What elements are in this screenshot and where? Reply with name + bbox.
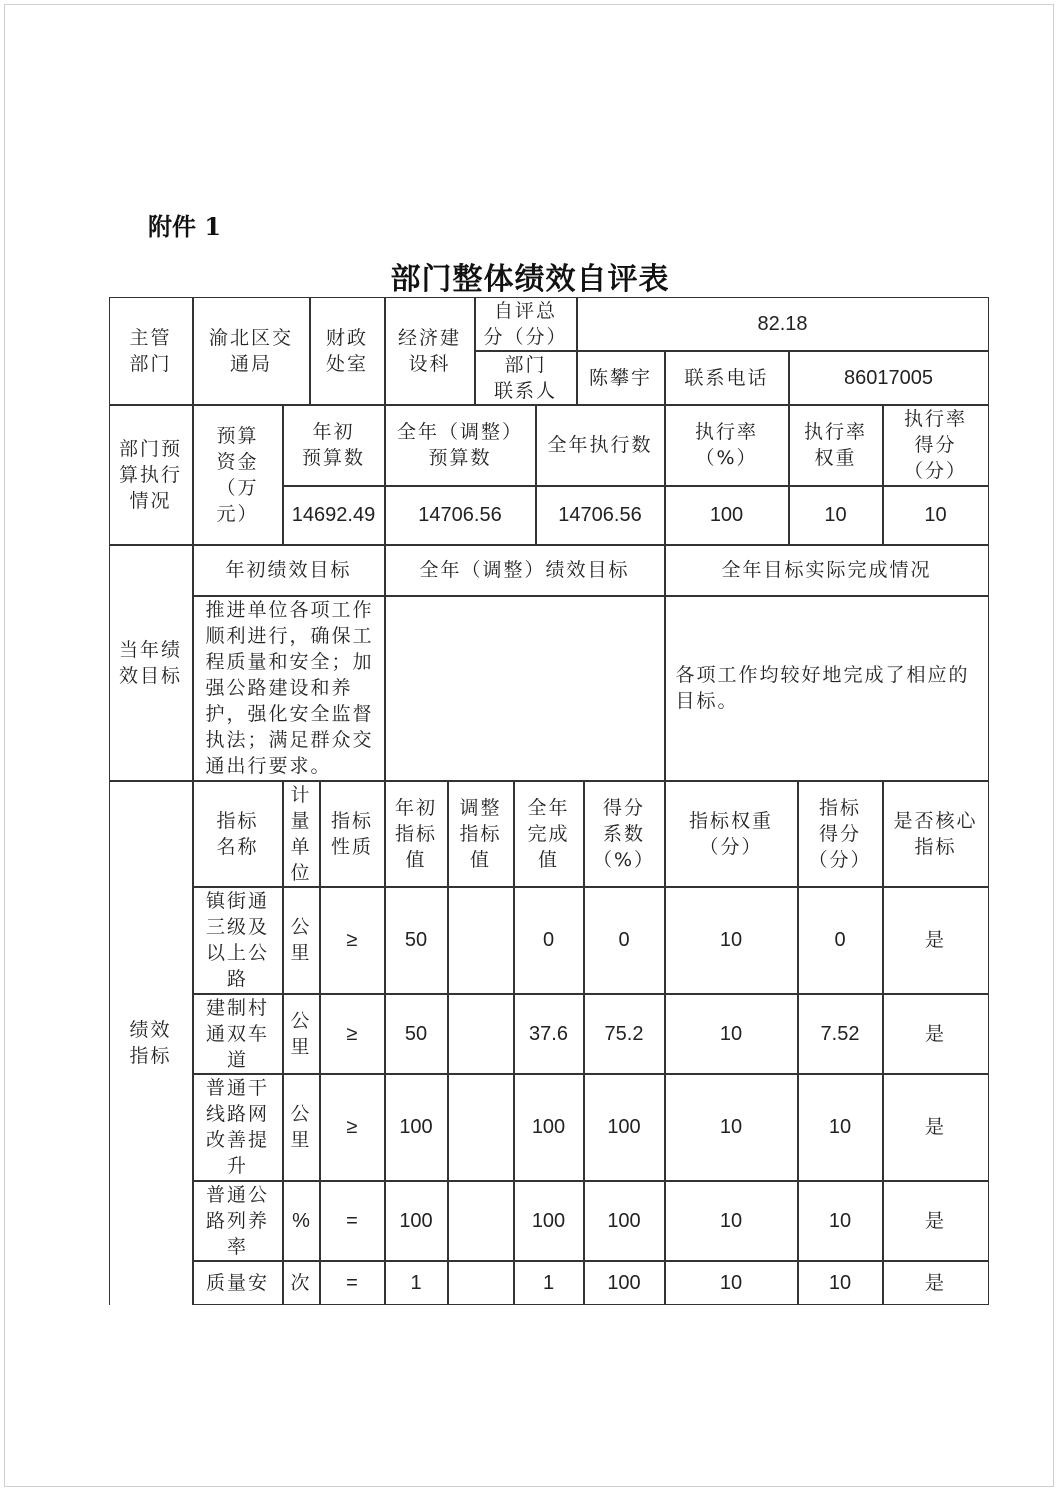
ind-row-completed: 1 [514, 1261, 584, 1305]
ind-row-coef: 0 [584, 887, 665, 994]
ind-row-nature: ≥ [320, 887, 385, 994]
goals-header-adjusted: 全年（调整）绩效目标 [385, 545, 665, 596]
finance-label-cell: 财政 处室 [310, 297, 385, 405]
ind-row-weight: 10 [665, 887, 798, 994]
ind-header-initial: 年初 指标 值 [385, 781, 448, 887]
phone-value-cell: 86017005 [789, 351, 989, 405]
ind-row-nature: = [320, 1181, 385, 1261]
score-label-cell: 自评总 分（分） [475, 297, 577, 351]
goals-header-actual: 全年目标实际完成情况 [665, 545, 989, 596]
ind-header-name: 指标 名称 [193, 781, 283, 887]
ind-row-adjusted [448, 1181, 514, 1261]
ind-row-unit: 次 [283, 1261, 320, 1305]
budget-fund-label: 预算 资金 （万 元） [193, 405, 283, 545]
budget-section-label: 部门预 算执行 情况 [109, 405, 193, 545]
ind-row-score: 7.52 [798, 994, 883, 1074]
budget-header-rate: 执行率 （%） [665, 405, 789, 486]
ind-row-adjusted [448, 1261, 514, 1305]
ind-row-unit: % [283, 1181, 320, 1261]
ind-row-adjusted [448, 1074, 514, 1181]
ind-row-coef: 100 [584, 1181, 665, 1261]
ind-row-name: 普通干 线路网 改善提 升 [193, 1074, 283, 1181]
budget-value-executed: 14706.56 [536, 486, 665, 545]
ind-row-initial: 100 [385, 1181, 448, 1261]
ind-row-unit: 公 里 [283, 994, 320, 1074]
ind-row-coef: 100 [584, 1261, 665, 1305]
ind-row-adjusted [448, 887, 514, 994]
budget-header-adjusted: 全年（调整） 预算数 [385, 405, 536, 486]
goals-header-initial: 年初绩效目标 [193, 545, 385, 596]
ind-row-score: 10 [798, 1181, 883, 1261]
ind-header-unit: 计 量 单 位 [283, 781, 320, 887]
budget-value-rate: 100 [665, 486, 789, 545]
ind-row-coef: 100 [584, 1074, 665, 1181]
score-value-cell: 82.18 [577, 297, 989, 351]
ind-row-initial: 100 [385, 1074, 448, 1181]
ind-row-initial: 50 [385, 887, 448, 994]
ind-header-completed: 全年 完成 值 [514, 781, 584, 887]
ind-header-score: 指标 得分 （分） [798, 781, 883, 887]
ind-header-core: 是否核心 指标 [883, 781, 989, 887]
finance-value-cell: 经济建 设科 [385, 297, 475, 405]
ind-row-name: 普通公 路列养 率 [193, 1181, 283, 1261]
ind-header-adjusted: 调整 指标 值 [448, 781, 514, 887]
ind-header-weight: 指标权重 （分） [665, 781, 798, 887]
dept-value-cell: 渝北区交 通局 [193, 297, 310, 405]
ind-row-score: 10 [798, 1261, 883, 1305]
budget-value-score: 10 [883, 486, 989, 545]
ind-row-unit: 公 里 [283, 1074, 320, 1181]
ind-row-core: 是 [883, 1074, 989, 1181]
contact-value-cell: 陈攀宇 [577, 351, 665, 405]
ind-row-weight: 10 [665, 994, 798, 1074]
ind-row-nature: = [320, 1261, 385, 1305]
ind-row-name: 质量安 [193, 1261, 283, 1305]
ind-row-completed: 100 [514, 1181, 584, 1261]
ind-row-completed: 37.6 [514, 994, 584, 1074]
goals-initial-text: 推进单位各项工作顺利进行，确保工程质量和安全；加强公路建设和养护，强化安全监督执法；满足群众交通出行要求。 [193, 596, 385, 781]
ind-row-weight: 10 [665, 1261, 798, 1305]
budget-header-score: 执行率 得分 （分） [883, 405, 989, 486]
budget-header-initial: 年初 预算数 [283, 405, 385, 486]
ind-row-coef: 75.2 [584, 994, 665, 1074]
ind-row-adjusted [448, 994, 514, 1074]
contact-label-cell: 部门 联系人 [475, 351, 577, 405]
budget-value-initial: 14692.49 [283, 486, 385, 545]
ind-header-nature: 指标 性质 [320, 781, 385, 887]
budget-header-executed: 全年执行数 [536, 405, 665, 486]
attachment-label: 附件 1 [148, 212, 222, 241]
budget-value-weight: 10 [789, 486, 883, 545]
ind-row-nature: ≥ [320, 1074, 385, 1181]
goals-actual-text: 各项工作均较好地完成了相应的目标。 [665, 596, 989, 781]
ind-row-initial: 50 [385, 994, 448, 1074]
phone-label-cell: 联系电话 [665, 351, 789, 405]
ind-row-name: 建制村 通双车 道 [193, 994, 283, 1074]
ind-row-name: 镇街通 三级及 以上公 路 [193, 887, 283, 994]
ind-row-weight: 10 [665, 1181, 798, 1261]
ind-row-weight: 10 [665, 1074, 798, 1181]
indicators-section-label: 绩效 指标 [109, 781, 193, 1305]
ind-row-completed: 100 [514, 1074, 584, 1181]
ind-row-core: 是 [883, 1261, 989, 1305]
budget-header-weight: 执行率 权重 [789, 405, 883, 486]
dept-label-cell: 主管 部门 [109, 297, 193, 405]
ind-row-core: 是 [883, 994, 989, 1074]
ind-row-core: 是 [883, 887, 989, 994]
ind-row-unit: 公 里 [283, 887, 320, 994]
ind-row-score: 0 [798, 887, 883, 994]
goals-section-label: 当年绩 效目标 [109, 545, 193, 781]
goals-adjusted-text [385, 596, 665, 781]
budget-value-adjusted: 14706.56 [385, 486, 536, 545]
ind-row-completed: 0 [514, 887, 584, 994]
ind-row-core: 是 [883, 1181, 989, 1261]
page-title: 部门整体绩效自评表 [390, 262, 670, 297]
ind-row-initial: 1 [385, 1261, 448, 1305]
ind-header-coef: 得分 系数 （%） [584, 781, 665, 887]
ind-row-score: 10 [798, 1074, 883, 1181]
ind-row-nature: ≥ [320, 994, 385, 1074]
